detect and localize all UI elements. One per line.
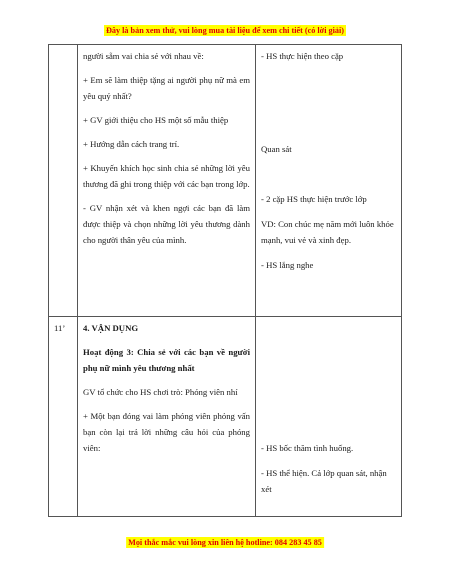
teacher-line: - GV nhận xét và khen ngợi các bạn đã làm được thiệp và chọn những lời yêu thương dành cho người thân yêu của mình. xyxy=(83,203,250,245)
teacher-line: + Khuyến khích học sinh chia sẻ những lời yêu thương đã ghi trong thiệp với các bạn trong lớp. xyxy=(83,163,250,189)
student-line: Quan sát xyxy=(261,144,292,154)
teacher-line: + GV giới thiệu cho HS một số mẫu thiệp xyxy=(83,115,229,125)
section-heading: 4. VẬN DỤNG xyxy=(83,323,139,333)
teacher-line: + Hướng dẫn cách trang trí. xyxy=(83,139,180,149)
teacher-line: GV tổ chức cho HS chơi trò: Phóng viên nhí xyxy=(83,387,238,397)
student-line: VD: Con chúc mẹ năm mới luôn khỏe mạnh, vui vẻ và xinh đẹp. xyxy=(261,219,394,245)
student-activity-cell xyxy=(256,317,402,517)
activity-title: Hoạt động 3: Chia sẻ với các bạn về người phụ nữ mình yêu thương nhất xyxy=(83,347,250,373)
time-cell xyxy=(49,45,78,317)
student-line: - HS bốc thăm tình huống. xyxy=(261,443,354,453)
student-line: - 2 cặp HS thực hiện trước lớp xyxy=(261,194,367,204)
teacher-activity-cell xyxy=(78,317,256,517)
preview-banner: Đây là bản xem thử, vui lòng mua tài liệu để xem chi tiết (có lời giải) xyxy=(105,26,345,35)
lesson-plan-table xyxy=(48,44,402,517)
time-cell: 11’ xyxy=(49,317,78,517)
teacher-line: người sẵm vai chia sẻ với nhau về: xyxy=(83,51,204,61)
contact-banner: Mọi thắc mắc vui lòng xin liên hệ hotline: 084 283 45 85 xyxy=(128,538,322,547)
student-line: - HS lắng nghe xyxy=(261,260,314,270)
table-row xyxy=(49,45,402,317)
student-line: - HS thực hiện theo cặp xyxy=(261,51,344,61)
teacher-line: + Một bạn đóng vai làm phóng viên phỏng vấn bạn còn lại trả lời những câu hỏi của phóng viên: xyxy=(83,411,250,453)
teacher-line: + Em sẽ làm thiệp tặng ai người phụ nữ mà em yêu quý nhất? xyxy=(83,75,250,101)
table-row xyxy=(49,317,402,517)
student-line: - HS thể hiện. Cả lớp quan sát, nhận xét xyxy=(261,468,387,494)
student-activity-cell xyxy=(256,45,402,317)
teacher-activity-cell xyxy=(78,45,256,317)
